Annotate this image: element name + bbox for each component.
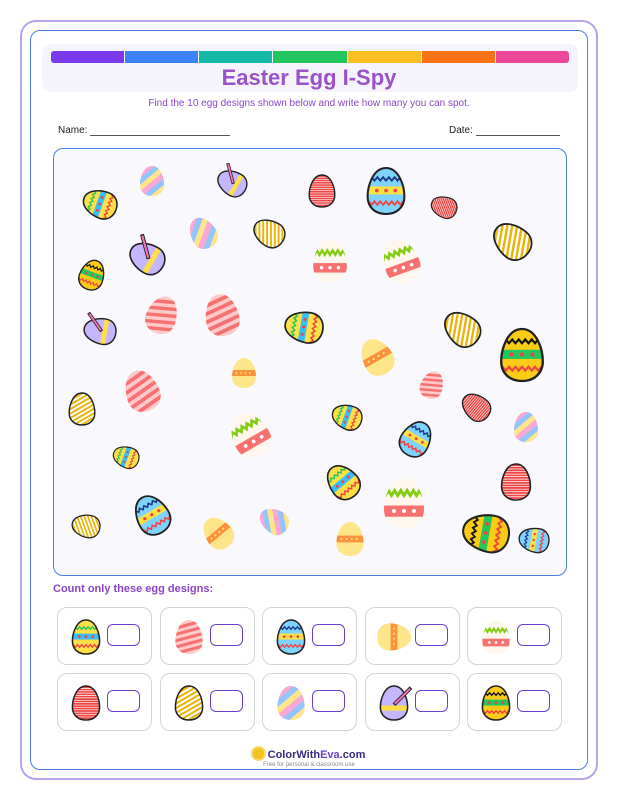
pastel-stripes-egg-icon [245,492,303,550]
count-box[interactable] [415,624,448,646]
red-stripes-egg-icon [410,366,454,410]
egg-scene [53,148,567,576]
count-box[interactable] [415,690,448,712]
red-stripes-egg-icon [171,617,207,657]
blue-zigzag-egg-icon [274,620,309,654]
rainbow-segment [51,51,124,63]
orange-band-egg-icon [351,331,403,383]
purple-paintbrush-egg-icon [376,683,412,723]
blue-zigzag-egg-icon [517,519,552,557]
cream-zigzag-egg-icon [219,401,287,467]
red-crosshatch-egg-icon [427,190,460,223]
yellow-zigzag-egg-icon [109,437,143,473]
count-box[interactable] [517,690,550,712]
legend-card-pastel-stripes [262,673,357,731]
brand-a: ColorWith [267,749,321,761]
count-box[interactable] [107,690,140,712]
legend-card-blue-zigzag [262,607,357,665]
gold-stripes-egg-icon [171,683,207,723]
pastel-stripes-egg-icon [505,406,548,449]
pastel-stripes-egg-icon [172,202,234,264]
count-box[interactable] [312,624,345,646]
red-crosshatch-egg-icon [69,686,103,720]
gold-stripes-egg-icon [475,204,548,277]
legend-card-red-stripes [160,607,255,665]
page-title: Easter Egg I-Spy [221,65,397,90]
legend-card-cream-zigzag [467,607,562,665]
yellow-zigzag-egg-icon [69,620,104,654]
blue-zigzag-egg-icon [125,485,184,542]
date-line[interactable] [476,127,560,136]
count-box[interactable] [517,624,550,646]
gold-stripes-egg-icon [61,389,103,430]
purple-paintbrush-egg-icon [377,686,411,720]
gold-stripes-egg-icon [427,294,496,364]
green-yellow-dark-egg-icon [73,256,115,296]
count-box[interactable] [107,624,140,646]
red-crosshatch-egg-icon [306,175,338,207]
rainbow-segment [273,51,346,63]
rainbow-segment [422,51,495,63]
name-field[interactable] [58,125,230,136]
footer [0,748,618,768]
red-stripes-egg-icon [171,619,207,657]
cream-zigzag-egg-icon [373,231,435,289]
legend-card-orange-band [365,607,460,665]
cream-zigzag-egg-icon [478,617,514,657]
name-label: Name: [58,125,88,136]
red-stripes-egg-icon [111,362,177,428]
brand[interactable] [0,748,618,761]
pastel-stripes-egg-icon [273,683,309,723]
blue-zigzag-egg-icon [391,414,444,465]
blue-zigzag-egg-icon [363,168,415,214]
count-box[interactable] [312,690,345,712]
orange-band-egg-icon [194,509,242,557]
red-crosshatch-egg-icon [455,386,497,428]
gold-stripes-egg-icon [171,683,207,723]
date-field[interactable] [449,125,560,136]
orange-band-egg-icon [377,620,411,654]
brand-b: Eva [320,749,340,761]
instructions: Find the 10 egg designs shown below and write how many you can spot. [148,98,470,109]
purple-paintbrush-egg-icon [212,163,253,204]
footer-tagline: Free for personal & classroom use [263,762,355,768]
red-stripes-egg-icon [194,289,253,348]
red-crosshatch-egg-icon [498,464,534,500]
legend-card-purple-paintbrush [365,673,460,731]
count-box[interactable] [210,690,243,712]
legend-card-gold-stripes [160,673,255,731]
egg-scene-canvas [54,149,568,577]
green-yellow-dark-egg-icon [459,501,513,560]
yellow-zigzag-egg-icon [78,178,123,226]
yellow-zigzag-egg-icon [282,300,327,349]
rainbow-segment [496,51,569,63]
flower-logo-icon [253,748,264,759]
blue-zigzag-egg-icon [273,617,309,657]
green-yellow-dark-egg-icon [479,686,514,720]
yellow-zigzag-egg-icon [328,394,368,436]
red-stripes-egg-icon [132,289,191,348]
legend-card-yellow-zigzag [57,607,152,665]
orange-band-egg-icon [333,522,367,556]
rainbow-segment [348,51,421,63]
rainbow-segment [125,51,198,63]
yellow-zigzag-egg-icon [68,617,104,657]
gold-stripes-egg-icon [65,505,107,548]
orange-band-egg-icon [229,358,259,388]
purple-paintbrush-egg-icon [81,312,118,349]
name-line[interactable] [90,127,230,136]
pastel-stripes-egg-icon [131,160,174,203]
green-yellow-dark-egg-icon [496,329,555,381]
cream-zigzag-egg-icon [479,620,514,654]
rainbow-segment [199,51,272,63]
legend-card-green-yellow-dark [467,673,562,731]
rainbow-bar [51,51,569,63]
purple-paintbrush-egg-icon [122,233,171,282]
red-crosshatch-egg-icon [68,683,104,723]
date-label: Date: [449,125,473,136]
count-label: Count only these egg designs: [53,583,214,595]
legend-card-red-crosshatch [57,673,152,731]
yellow-zigzag-egg-icon [318,454,372,508]
pastel-stripes-egg-icon [273,683,309,723]
green-yellow-egg-icon [478,683,514,723]
count-box[interactable] [210,624,243,646]
cream-zigzag-egg-icon [379,478,435,528]
cream-zigzag-egg-icon [309,240,356,282]
orange-band-egg-icon [376,617,412,657]
brand-c: .com [339,749,366,761]
gold-stripes-egg-icon [241,205,298,262]
